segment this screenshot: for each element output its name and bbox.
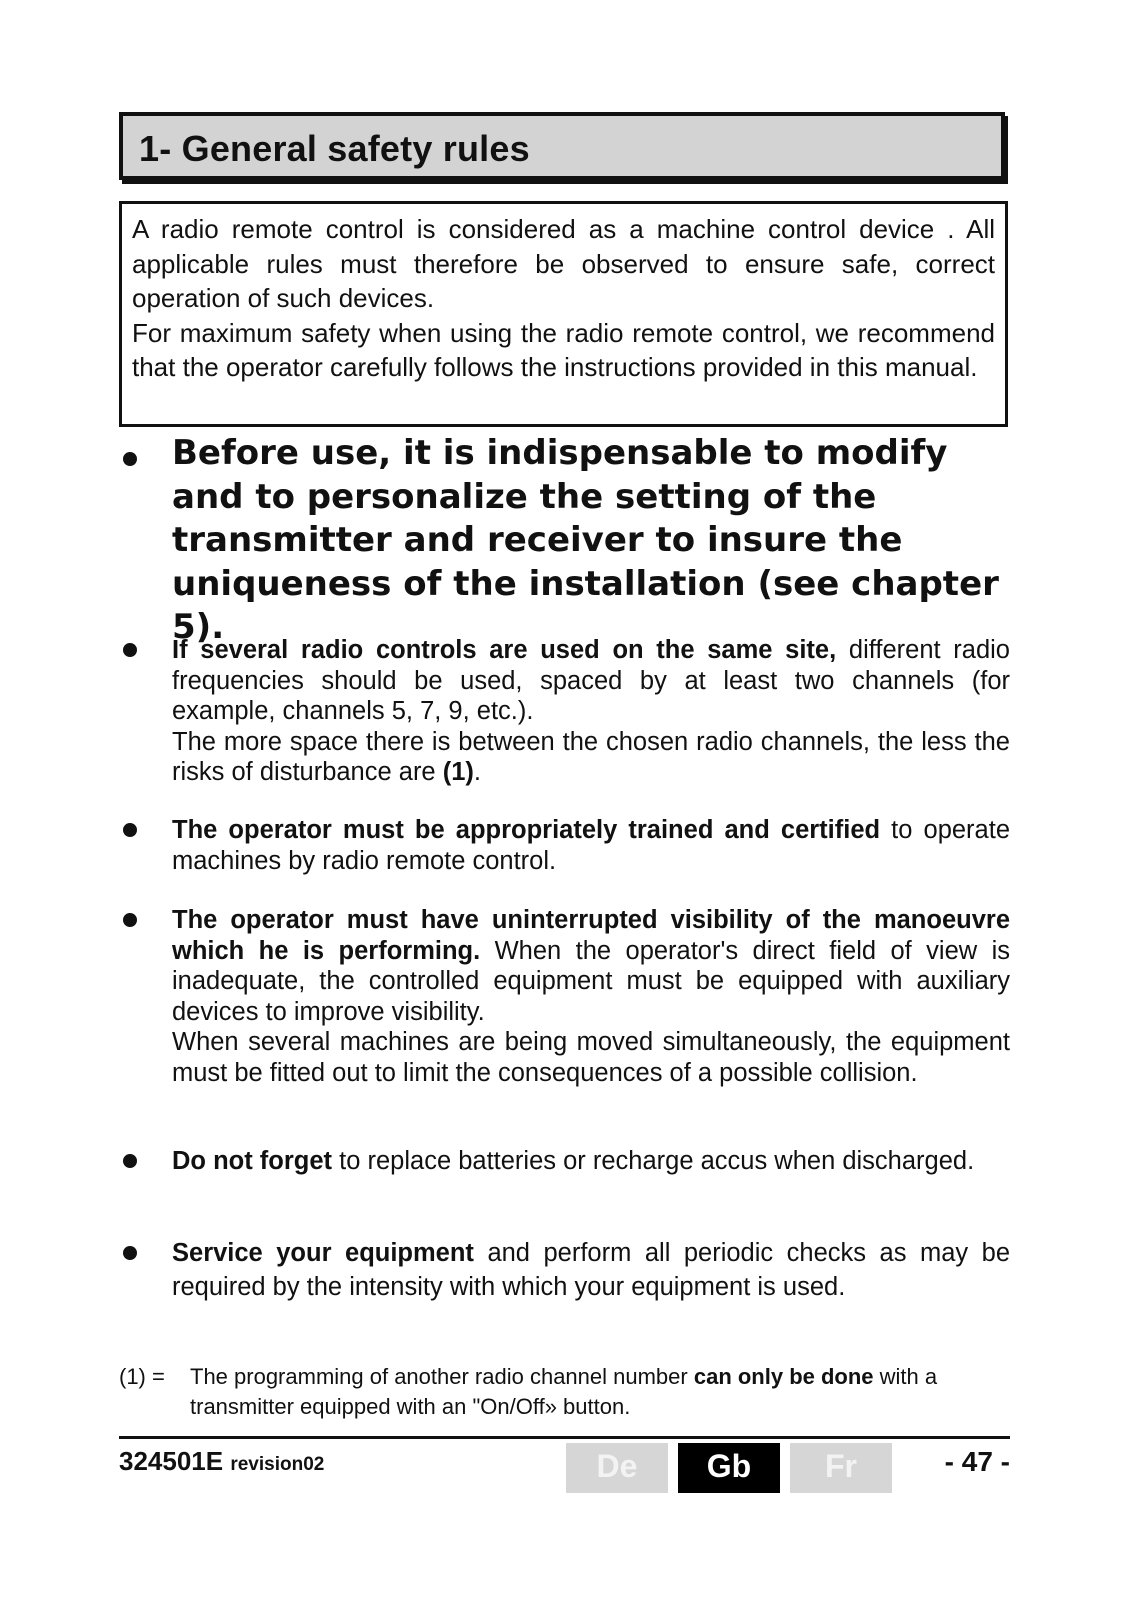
bullet-dot-icon: [123, 643, 137, 657]
page-number: - 47 -: [944, 1446, 1010, 1477]
bullet-text: to operate machines by radio remote control.: [172, 816, 1011, 875]
bullet-text: and perform all periodic checks as may be required by the intensity with which your equipment is used.: [172, 1239, 1010, 1301]
footnote-bold: can only be done: [693, 1364, 874, 1389]
bullet-operator-trained: [123, 815, 1010, 876]
bullet-text: to replace batteries or recharge accus when discharged.: [332, 1147, 975, 1175]
language-tab-gb[interactable]: Gb: [678, 1443, 780, 1493]
language-tab-fr[interactable]: Fr: [790, 1443, 892, 1493]
bullet-bold-lead: The operator must have uninterrupted visibility of the manoeuvre which he is performing.: [172, 906, 1010, 965]
footnote: [119, 1362, 1012, 1422]
bullet-bold-lead: If several radio controls are used on the same site,: [172, 636, 837, 664]
footnote-text-end: with a transmitter equipped with an "On/Off» button.: [190, 1364, 938, 1419]
bullet-service: [123, 1236, 1010, 1304]
doc-number-text: 324501E: [119, 1446, 224, 1476]
intro-paragraph-2: For maximum safety when using the radio remote control, we recommend that the operator carefully follows the instructions provided in this manual.: [132, 317, 995, 382]
footnote-marker: (1) =: [119, 1364, 165, 1389]
bullet-text-2: The more space there is between the chosen radio channels, the less the risks of disturbance are: [172, 727, 1010, 786]
bullet-dot-icon: [123, 452, 137, 466]
footer-divider: [119, 1436, 1010, 1439]
bullet-bold-lead: The operator must be appropriately trained and certified: [172, 816, 881, 844]
revision-text: revision02: [230, 1454, 325, 1475]
punctuation: .: [473, 758, 481, 786]
section-title: 1- General safety rules: [139, 128, 530, 169]
bullet-bold-lead: Service your equipment: [172, 1239, 474, 1267]
bullet-text-2: When several machines are being moved simultaneously, the equipment must be fitted out to limit the consequences of a possible collision.: [172, 1028, 1010, 1087]
bullet-text: Before use, it is indispensable to modify and to personalize the setting of the transmitter and receiver to insure the uniqueness of the installation (see chapter 5).: [172, 433, 999, 647]
document-number: [119, 1446, 324, 1477]
language-tab-de[interactable]: De: [566, 1443, 668, 1493]
intro-paragraph-1: A radio remote control is considered as a machine control device . All applicable rules must therefore be observed to ensure safe, correct operation of such devices.: [132, 214, 995, 313]
footnote-text: The programming of another radio channel number: [190, 1364, 694, 1389]
bullet-dot-icon: [123, 1154, 137, 1168]
bullet-text: When the operator's direct field of view is inadequate, the controlled equipment must be equipped with auxiliary devices to improve visibility.: [172, 936, 1011, 1026]
intro-box: [119, 201, 1008, 427]
bullet-dot-icon: [123, 913, 137, 927]
bullet-dot-icon: [123, 823, 137, 837]
bullet-dot-icon: [123, 1246, 137, 1260]
bullet-several-radio-controls: [123, 635, 1010, 788]
footnote-reference: (1): [442, 758, 474, 786]
bullet-personalize: [123, 432, 1010, 650]
bullet-text: different radio frequencies should be used, spaced by at least two channels (for example, channels 5, 7, 9, etc.).: [172, 636, 1010, 725]
bullet-batteries: [123, 1146, 1010, 1177]
section-title-box: [119, 112, 1005, 180]
bullet-visibility: [123, 905, 1010, 1088]
bullet-bold-lead: Do not forget: [172, 1147, 333, 1175]
